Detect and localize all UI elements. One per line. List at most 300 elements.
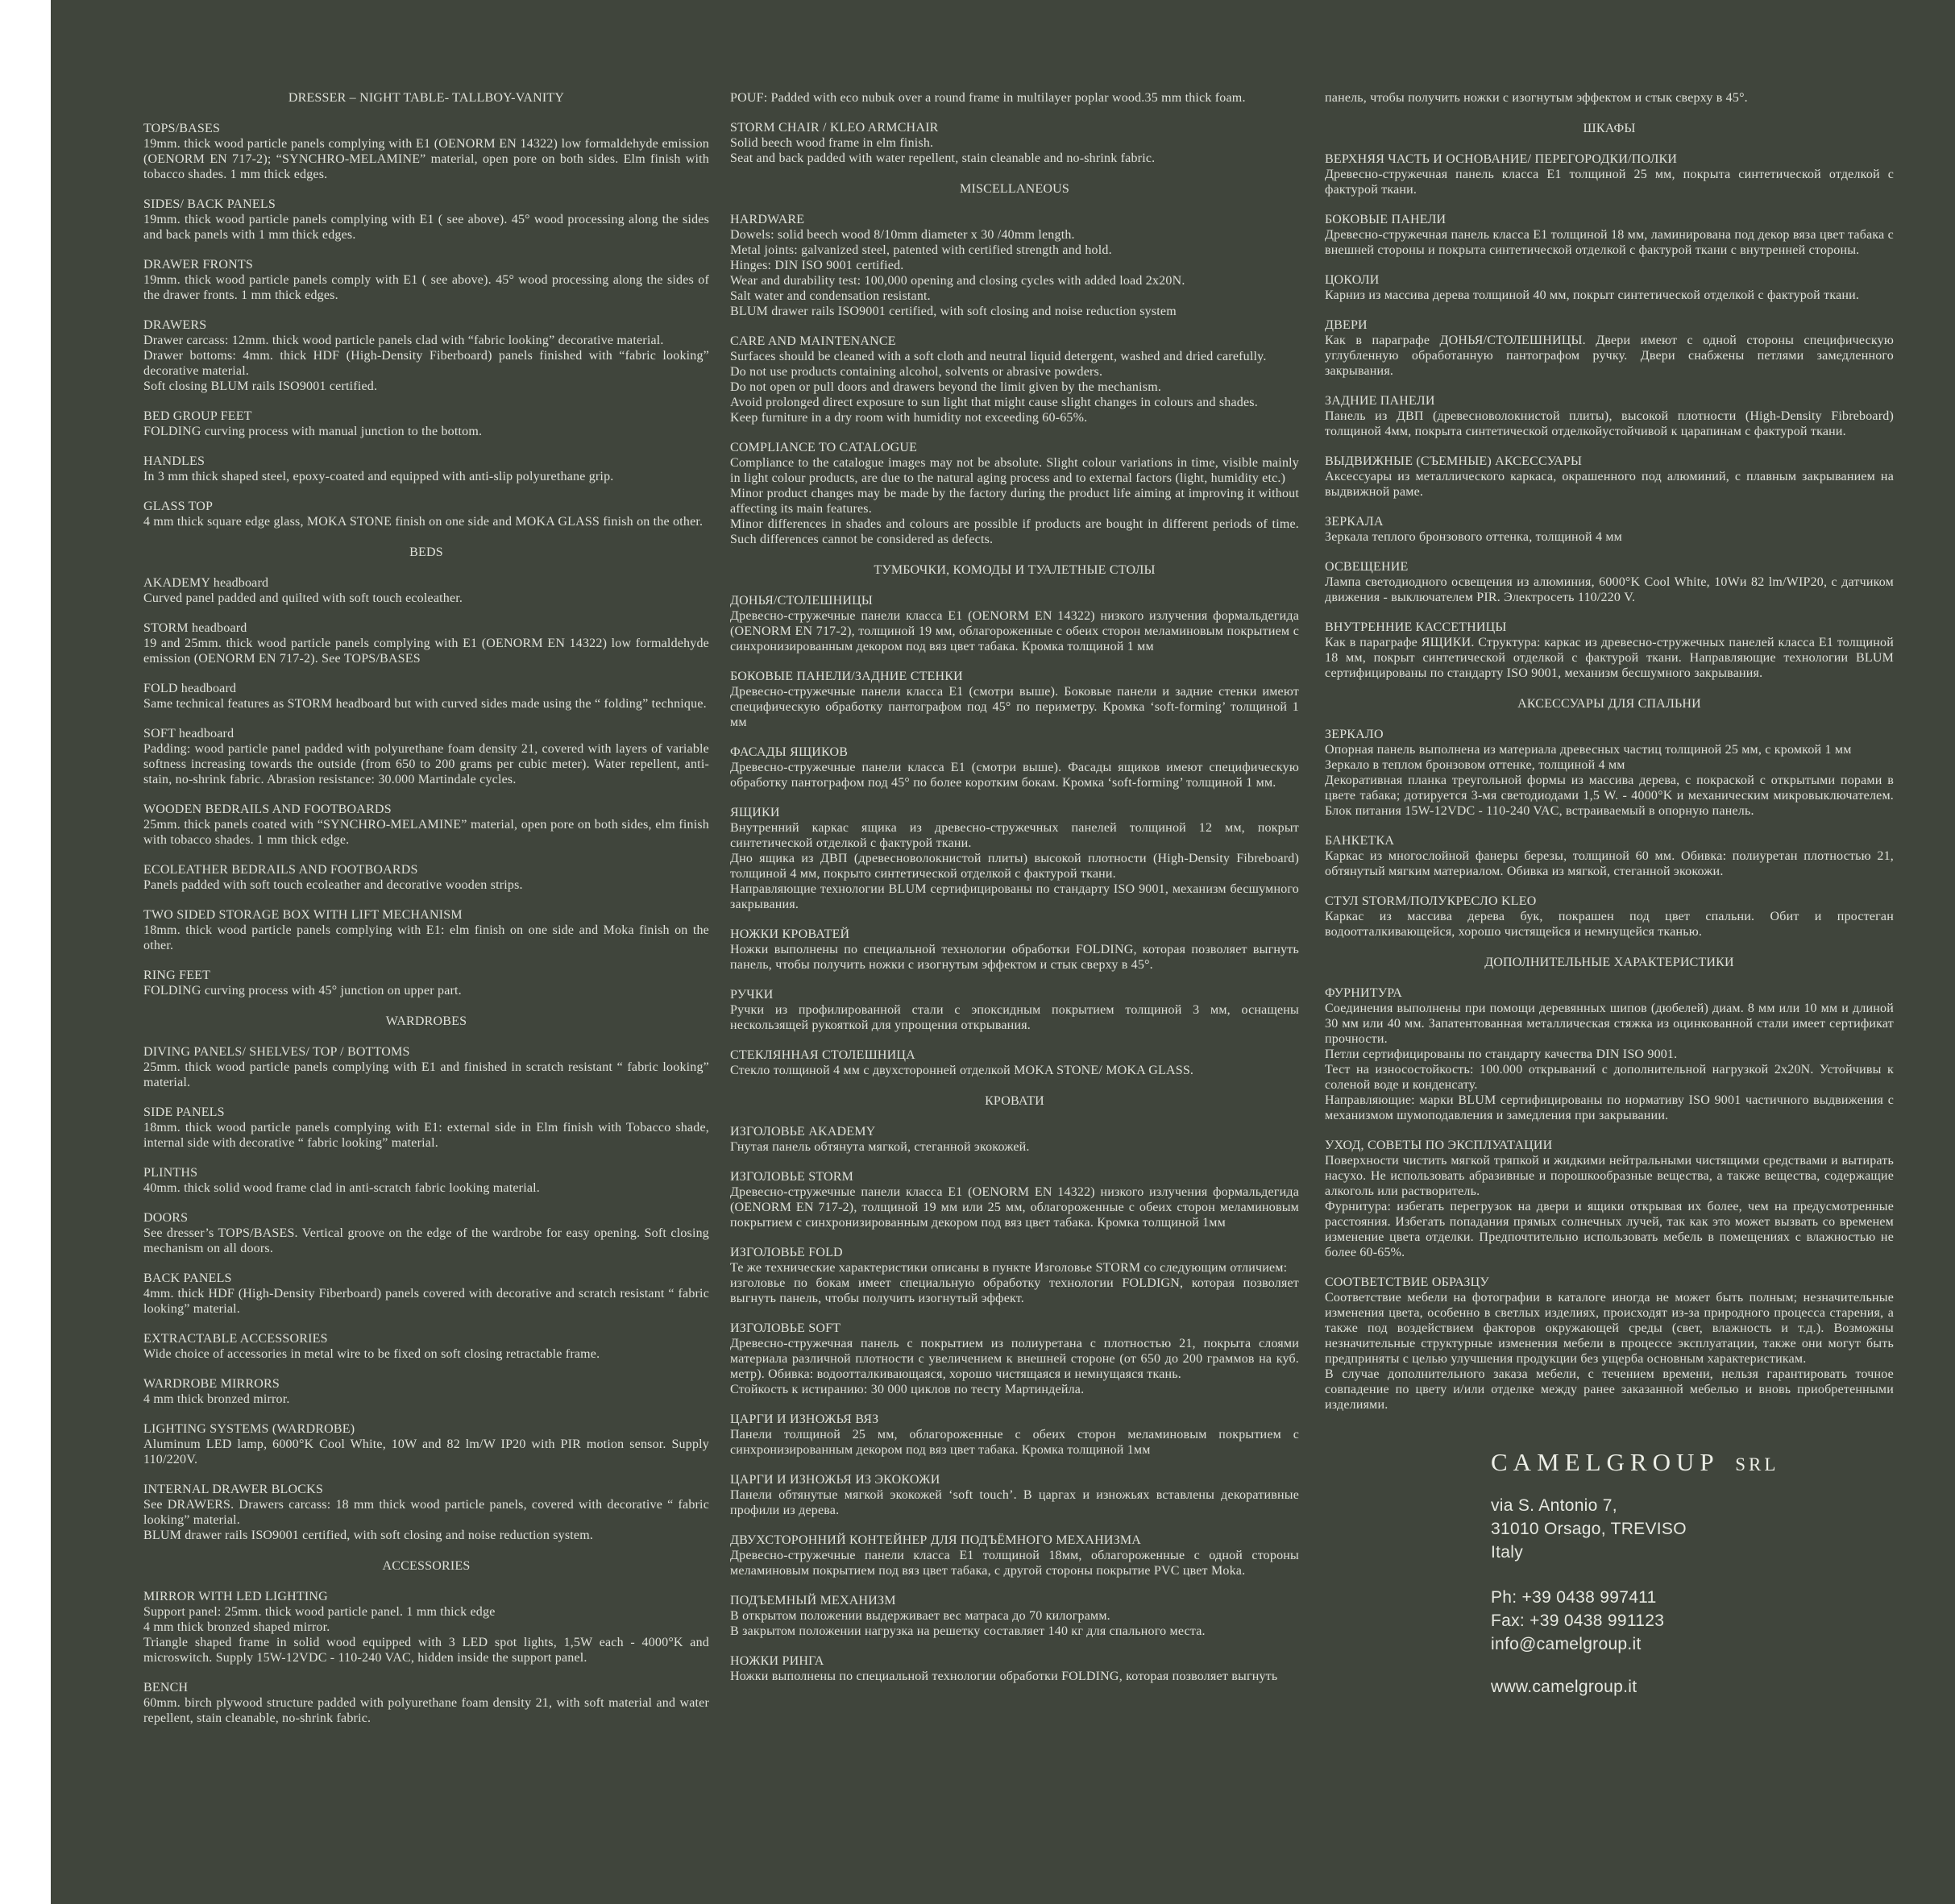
spec-section bbox=[143, 1105, 709, 1151]
spec-section bbox=[730, 745, 1299, 790]
spec-body-line: 4mm. thick HDF (High-Density Fiberboard) panels covered with decorative and scratch resistant “ fabric looking” material. bbox=[143, 1287, 709, 1316]
spec-section-body bbox=[143, 591, 709, 606]
spec-section-title: ОСВЕЩЕНИЕ bbox=[1325, 560, 1409, 574]
spec-body-line: Поверхности чистить мягкой тряпкой и жидкими нейтральными чистящими средствами и вытирать насухо. Не использовать абразивные и порошкообразные вещества, а также вещества, содержащие алкоголь или растворитель. bbox=[1325, 1154, 1894, 1198]
spec-section-body bbox=[1325, 635, 1894, 681]
spec-section-title: ЗАДНИЕ ПАНЕЛИ bbox=[1325, 394, 1435, 408]
spec-section bbox=[143, 862, 709, 893]
spec-section-title: БАНКЕТКА bbox=[1325, 834, 1395, 848]
spec-section bbox=[730, 669, 1299, 730]
spec-section-body bbox=[1325, 1001, 1894, 1123]
spec-section-body bbox=[730, 684, 1299, 730]
spec-section bbox=[730, 1047, 1299, 1078]
spec-body-line: Зеркала теплого бронзового оттенка, толщиной 4 мм bbox=[1325, 530, 1623, 544]
spec-section bbox=[730, 1321, 1299, 1397]
spec-section-title: AKADEMY headboard bbox=[143, 576, 269, 590]
spec-section bbox=[143, 802, 709, 848]
spec-section bbox=[1325, 620, 1894, 681]
spec-section-title: ЯЩИКИ bbox=[730, 806, 780, 819]
spec-section-title: PLINTHS bbox=[143, 1166, 198, 1180]
spec-section-title: ВЫДВИЖНЫЕ (СЪЕМНЫЕ) АКСЕССУАРЫ bbox=[1325, 454, 1583, 468]
spec-body-line: FOLDING curving process with manual junction to the bottom. bbox=[143, 425, 483, 438]
spec-section bbox=[730, 1593, 1299, 1639]
spec-body-line: Аксессуары из металлического каркаса, окрашенного под алюминий, с плавным закрыванием на выдвижной раме. bbox=[1325, 470, 1894, 499]
left-margin-strip bbox=[0, 0, 51, 1904]
spec-section-body bbox=[1325, 1153, 1894, 1260]
spec-section-title: ИЗГОЛОВЬЕ SOFT bbox=[730, 1321, 841, 1335]
company-contact bbox=[1491, 1586, 1894, 1656]
spec-section bbox=[1325, 1138, 1894, 1260]
spec-body-line: Панели толщиной 25 мм, облагороженные с обеих сторон меламиновым покрытием с синхронизированным декором под вяз цвет табака. Кромка толщиной 1мм bbox=[730, 1428, 1299, 1457]
spec-body-line: 4 mm thick bronzed mirror. bbox=[143, 1392, 290, 1406]
spec-body-line: Древесно-стружечные панели класса Е1 (OENORM EN 14322) низкого излучения формальдегида (OENORM EN 717-2), толщиной 19 мм или 25 мм, облагороженные с обеих сторон меламиновым покрытием с синхронизированным декором под вяз цвет табака. Кромка толщиной 1мм bbox=[730, 1185, 1299, 1230]
spec-section bbox=[143, 454, 709, 484]
spec-body-line: Панели обтянутые мягкой экокожей ‘soft touch’. В царгах и изножьях вставлены декоративные профили из дерева. bbox=[730, 1488, 1299, 1517]
spec-body-line: Гнутая панель обтянута мягкой, стеганной экокожей. bbox=[730, 1140, 1030, 1154]
spec-section-body bbox=[730, 1487, 1299, 1518]
spec-section-title: WARDROBE MIRRORS bbox=[143, 1377, 280, 1391]
spec-body-line: 40mm. thick solid wood frame clad in anti-scratch fabric looking material. bbox=[143, 1181, 540, 1195]
paragraph: POUF: Padded with eco nubuk over a round frame in multilayer poplar wood.35 mm thick foam. bbox=[730, 91, 1246, 105]
spec-section-body bbox=[730, 1427, 1299, 1458]
spec-section-body bbox=[730, 135, 1299, 166]
spec-body-line: Ручки из профилированной стали с эпоксидным покрытием толщиной 3 мм, оснащены нескользящей рукояткой для упрощения открывания. bbox=[730, 1003, 1299, 1032]
spec-section bbox=[143, 499, 709, 529]
spec-section-body bbox=[730, 942, 1299, 973]
spec-section-body bbox=[143, 1346, 709, 1362]
spec-body-line: Seat and back padded with water repellent, stain cleanable and no-shrink fabric. bbox=[730, 151, 1156, 165]
spec-section-body bbox=[143, 1604, 709, 1665]
spec-section-title: GLASS TOP bbox=[143, 500, 214, 513]
spec-section bbox=[730, 1124, 1299, 1155]
company-footer bbox=[1491, 1448, 1894, 1696]
spec-section-title: ЗЕРКАЛА bbox=[1325, 515, 1384, 529]
spec-body-line: Padding: wood particle panel padded with polyurethane foam density 21, covered with layers of variable softness increasing towards the outside (from 650 to 200 grams per cubic meter). Water repellent, anti-stain, no-shrink fabric. Abrasion resistance: 30.000 Martindale cycles. bbox=[143, 742, 709, 786]
spec-section-body bbox=[730, 1184, 1299, 1230]
spec-section-body bbox=[143, 983, 709, 998]
spec-section bbox=[1325, 727, 1894, 819]
spec-section bbox=[730, 334, 1299, 425]
spec-body-line: Каркас из многослойной фанеры березы, толщиной 60 мм. Обивка: полиуретан плотностью 21, обтянутый мягким материалом. Обивка из мягкой, стеганной экокожи. bbox=[1325, 849, 1894, 878]
spec-body-line: Опорная панель выполнена из материала древесных частиц толщиной 25 мм, с кромкой 1 мм bbox=[1325, 743, 1852, 757]
spec-section bbox=[730, 987, 1299, 1033]
spec-body-line: Salt water and condensation resistant. bbox=[730, 289, 931, 303]
spec-section-title: БОКОВЫЕ ПАНЕЛИ bbox=[1325, 213, 1447, 226]
address-line: via S. Antonio 7, bbox=[1491, 1496, 1617, 1515]
company-website: www.camelgroup.it bbox=[1491, 1678, 1637, 1696]
spec-section-body bbox=[1325, 167, 1894, 197]
spec-section-title: SOFT headboard bbox=[143, 727, 235, 740]
spec-section bbox=[143, 1165, 709, 1196]
spec-section bbox=[143, 409, 709, 439]
spec-section-body bbox=[143, 1120, 709, 1151]
spec-body-line: Solid beech wood frame in elm finish. bbox=[730, 136, 934, 150]
spec-body-line: Те же технические характеристики описаны в пункте Изголовье STORM со следующим отличием: bbox=[730, 1261, 1288, 1275]
section-heading: ACCESSORIES bbox=[382, 1559, 471, 1573]
spec-section bbox=[1325, 212, 1894, 258]
spec-section-title: РУЧКИ bbox=[730, 988, 774, 1002]
spec-body-line: изголовье по бокам имеет специальную обработку технологии FOLDIGN, которая позволяет выгнуть панель, чтобы получить изогнутый эффект. bbox=[730, 1276, 1299, 1305]
spec-section bbox=[1325, 151, 1894, 197]
spec-body-line: See DRAWERS. Drawers carcass: 18 mm thick wood particle panels, covered with decorative “ fabric looking” material. bbox=[143, 1498, 709, 1527]
spec-section-body bbox=[730, 227, 1299, 319]
spec-section-body bbox=[730, 1608, 1299, 1639]
company-suffix: SRL bbox=[1735, 1454, 1779, 1475]
column-russian-specs bbox=[1325, 90, 1894, 1695]
spec-section-body bbox=[143, 333, 709, 394]
spec-section-title: DRAWER FRONTS bbox=[143, 258, 253, 272]
spec-body-line: Surfaces should be cleaned with a soft cloth and neutral liquid detergent, washed and dried carefully. bbox=[730, 350, 1267, 363]
spec-section-body bbox=[143, 1437, 709, 1467]
spec-body-line: Направляющие: марки BLUM сертифицированы по нормативу ISO 9001 частичного выдвижения с механизмом шумоподавления и замедления при закрывании. bbox=[1325, 1093, 1894, 1122]
section-heading: ШКАФЫ bbox=[1583, 122, 1636, 135]
spec-section-body bbox=[143, 1695, 709, 1726]
spec-section bbox=[730, 1245, 1299, 1306]
spec-section-body bbox=[143, 1286, 709, 1317]
spec-section-title: STORM CHAIR / KLEO ARMCHAIR bbox=[730, 121, 939, 135]
spec-section bbox=[143, 1589, 709, 1665]
spec-section-title: CARE AND MAINTENANCE bbox=[730, 334, 896, 348]
spec-section-title: ПОДЪЕМНЫЙ МЕХАНИЗМ bbox=[730, 1594, 896, 1607]
spec-section bbox=[143, 726, 709, 787]
spec-section-body bbox=[143, 1392, 709, 1407]
spec-body-line: Minor product changes may be made by the factory during the product life aiming at improving it without affecting its main features. bbox=[730, 487, 1299, 516]
spec-section-title: ДВУХСТОРОННИЙ КОНТЕЙНЕР ДЛЯ ПОДЪЁМНОГО МЕХАНИЗМА bbox=[730, 1533, 1142, 1547]
spec-section-body bbox=[143, 136, 709, 182]
spec-section bbox=[730, 593, 1299, 654]
spec-body-line: Panels padded with soft touch ecoleather and decorative wooden strips. bbox=[143, 878, 523, 892]
spec-section-title: STORM headboard bbox=[143, 621, 247, 635]
spec-section bbox=[143, 681, 709, 711]
spec-section bbox=[143, 1376, 709, 1407]
spec-section-body bbox=[143, 877, 709, 893]
spec-section-body bbox=[730, 1548, 1299, 1578]
spec-section-title: EXTRACTABLE ACCESSORIES bbox=[143, 1332, 328, 1346]
spec-section-title: СООТВЕТСТВИЕ ОБРАЗЦУ bbox=[1325, 1276, 1489, 1289]
spec-body-line: Support panel: 25mm. thick wood particle panel. 1 mm thick edge bbox=[143, 1605, 496, 1619]
spec-body-line: Соединения выполнены при помощи деревянных шипов (дюбелей) диам. 8 мм или 10 мм и длиной 30 мм или 40 мм. Запатентованная металлическая стяжка из оцинкованной стали имеет сертификат прочности. bbox=[1325, 1002, 1894, 1046]
spec-body-line: Do not use products containing alcohol, solvents or abrasive powders. bbox=[730, 365, 1103, 379]
spec-section-title: ЦАРГИ И ИЗНОЖЬЯ ИЗ ЭКОКОЖИ bbox=[730, 1473, 940, 1487]
spec-section-body bbox=[1325, 848, 1894, 879]
spec-section bbox=[143, 1482, 709, 1543]
spec-section-title: ДВЕРИ bbox=[1325, 318, 1368, 332]
spec-section-title: ЦОКОЛИ bbox=[1325, 273, 1380, 287]
spec-section-body bbox=[143, 741, 709, 787]
spec-section-title: HARDWARE bbox=[730, 213, 805, 226]
spec-body-line: Metal joints: galvanized steel, patented with certified strength and hold. bbox=[730, 243, 1112, 257]
spec-section bbox=[143, 197, 709, 243]
spec-body-line: Стойкость к истиранию: 30 000 циклов по тесту Мартиндейла. bbox=[730, 1383, 1085, 1396]
spec-section-body bbox=[730, 1063, 1299, 1078]
spec-section-body bbox=[730, 820, 1299, 912]
spec-section-body bbox=[143, 424, 709, 439]
spec-body-line: 18mm. thick wood particle panels complying with E1: external side in Elm finish with Tobacco shade, internal side with decorative “ fabric looking” material. bbox=[143, 1121, 709, 1150]
spec-section-body bbox=[143, 696, 709, 711]
spec-section-title: ЗЕРКАЛО bbox=[1325, 728, 1384, 741]
spec-body-line: Drawer bottoms: 4mm. thick HDF (High-Density Fiberboard) panels finished with “fabric looking” decorative material. bbox=[143, 349, 709, 378]
spec-section bbox=[143, 257, 709, 303]
spec-section-body bbox=[730, 1260, 1299, 1306]
spec-section bbox=[143, 1210, 709, 1256]
spec-body-line: 25mm. thick wood particle panels complying with E1 and finished in scratch resistant “ fabric looking” material. bbox=[143, 1060, 709, 1089]
spec-section bbox=[143, 1421, 709, 1467]
spec-body-line: 19mm. thick wood particle panels complying with E1 ( see above). 45° wood processing along the sides and back panels with 1 mm thick edges. bbox=[143, 213, 709, 242]
section-heading: ТУМБОЧКИ, КОМОДЫ И ТУАЛЕТНЫЕ СТОЛЫ bbox=[874, 563, 1156, 577]
section-heading: BEDS bbox=[409, 545, 443, 559]
spec-section-body bbox=[143, 1226, 709, 1256]
spec-section bbox=[730, 1653, 1299, 1684]
spec-body-line: Древесно-стружечные панели класса Е1 (смотри выше). Фасады ящиков имеют специфическую обработку пантографом под 45° по более коротким бокам. Кромка ‘soft-forming’ толщиной 1 мм. bbox=[730, 761, 1299, 790]
address-line: 31010 Orsago, TREVISO bbox=[1491, 1520, 1687, 1538]
spec-body-line: Древесно-стружечные панели класса Е1 (смотри выше). Боковые панели и задние стенки имеют специфическую обработку пантографом под 45° по периметру. Кромка ‘soft-forming’ толщиной 1 мм bbox=[730, 685, 1299, 729]
spec-section-title: SIDES/ BACK PANELS bbox=[143, 197, 276, 211]
spec-section-title: СТУЛ STORM/ПОЛУКРЕСЛО KLEO bbox=[1325, 894, 1537, 908]
spec-section bbox=[143, 1331, 709, 1362]
spec-body-line: Направляющие технологии BLUM сертифицированы по стандарту ISO 9001, механизм бесшумного закрывания. bbox=[730, 882, 1299, 911]
spec-section-title: ВНУТРЕННИЕ КАССЕТНИЦЫ bbox=[1325, 620, 1507, 634]
spec-section bbox=[143, 575, 709, 606]
spec-section bbox=[730, 1533, 1299, 1578]
spec-section-title: SIDE PANELS bbox=[143, 1105, 225, 1119]
spec-body-line: Зеркало в теплом бронзовом оттенке, толщиной 4 мм bbox=[1325, 758, 1625, 772]
spec-section bbox=[143, 1271, 709, 1317]
spec-body-line: Древесно-стружечная панель с покрытием из полиуретана с плотностью 21, покрыта слоями материала различной плотности с увеличением к внешней стороне (от 650 до 200 граммов на куб. метр). Обивка: водоотталкивающаяся, хорошо чистящаяся и немнущаяся ткань. bbox=[730, 1337, 1299, 1381]
spec-body-line: Древесно-стружечные панели класса Е1 (OENORM EN 14322) низкого излучения формальдегида (OENORM EN 717-2), толщиной 19 мм, облагороженные с обеих сторон меламиновым покрытием с синхронизированным декором под вяз цвет табака. Кромка толщиной 1 мм bbox=[730, 609, 1299, 653]
spec-section-body bbox=[143, 272, 709, 303]
spec-section-body bbox=[730, 760, 1299, 790]
spec-section-title: WOODEN BEDRAILS AND FOOTBOARDS bbox=[143, 803, 392, 816]
spec-section bbox=[730, 212, 1299, 319]
spec-section bbox=[1325, 514, 1894, 545]
spec-section-body bbox=[143, 469, 709, 484]
spec-section-title: BACK PANELS bbox=[143, 1271, 232, 1285]
spec-body-line: Dowels: solid beech wood 8/10mm diameter x 30 /40mm length. bbox=[730, 228, 1075, 242]
spec-section-body bbox=[143, 1497, 709, 1543]
spec-section-body bbox=[1325, 409, 1894, 439]
spec-section-body bbox=[1325, 575, 1894, 605]
spec-section-body bbox=[143, 514, 709, 529]
spec-body-line: Ножки выполнены по специальной технологии обработки FOLDING, которая позволяет выгнуть bbox=[730, 1670, 1278, 1683]
spec-body-line: 19 and 25mm. thick wood particle panels complying with E1 (OENORM EN 14322) low formaldehyde emission (OENORM EN 717-2). See TOPS/BASES bbox=[143, 637, 709, 666]
spec-section-title: RING FEET bbox=[143, 969, 211, 982]
spec-body-line: Каркас из массива дерева бук, покрашен под цвет спальни. Обит и простеган водоотталкивающейся, хорошо чистящейся и немнущейся тканью. bbox=[1325, 910, 1894, 939]
spec-section bbox=[730, 927, 1299, 973]
spec-section bbox=[1325, 1275, 1894, 1412]
spec-section-title: ИЗГОЛОВЬЕ AKADEMY bbox=[730, 1125, 876, 1139]
section-heading: MISCELLANEOUS bbox=[960, 182, 1069, 196]
section-heading: ДОПОЛНИТЕЛЬНЫЕ ХАРАКТЕРИСТИКИ bbox=[1484, 956, 1734, 969]
spec-section bbox=[1325, 985, 1894, 1123]
spec-section-body bbox=[143, 1180, 709, 1196]
spec-body-line: 4 mm thick square edge glass, MOKA STONE finish on one side and MOKA GLASS finish on the other. bbox=[143, 515, 704, 529]
contact-line: Fax: +39 0438 991123 bbox=[1491, 1612, 1665, 1630]
spec-section bbox=[1325, 833, 1894, 879]
spec-body-line: Фурнитура: избегать перегрузок на двери и ящики открывая их более, чем на предусмотренные расстояния. Избегать попадания прямых солнечных лучей, так как это может вызвать со временем изменение цвета отделки. Предпочтительно использовать мебель в помещениях с влажностью не более 60-65%. bbox=[1325, 1200, 1894, 1259]
spec-section-title: ЦАРГИ И ИЗНОЖЬЯ ВЯЗ bbox=[730, 1412, 879, 1426]
spec-section-body bbox=[1325, 909, 1894, 940]
spec-section-title: СТЕКЛЯННАЯ СТОЛЕШНИЦА bbox=[730, 1048, 915, 1062]
section-heading: АКСЕССУАРЫ ДЛЯ СПАЛЬНИ bbox=[1517, 697, 1701, 711]
spec-body-line: Wear and durability test: 100,000 opening and closing cycles with added load 2x20N. bbox=[730, 274, 1185, 288]
spec-section-body bbox=[1325, 288, 1894, 303]
spec-body-line: BLUM drawer rails ISO9001 certified, with soft closing and noise reduction system. bbox=[143, 1529, 594, 1542]
spec-section-title: LIGHTING SYSTEMS (WARDROBE) bbox=[143, 1422, 355, 1436]
spec-section-title: ИЗГОЛОВЬЕ FOLD bbox=[730, 1246, 843, 1259]
spec-section bbox=[1325, 393, 1894, 439]
spec-body-line: Ножки выполнены по специальной технологии обработки FOLDING, которая позволяет выгнуть панель, чтобы получить ножки с изогнутым эффектом и стык сверху в 45°. bbox=[730, 943, 1299, 972]
spec-body-line: Same technical features as STORM headboard but with curved sides made using the “ folding” technique. bbox=[143, 697, 707, 711]
spec-section-title: INTERNAL DRAWER BLOCKS bbox=[143, 1483, 323, 1496]
spec-section bbox=[143, 121, 709, 182]
spec-body-line: 25mm. thick panels coated with “SYNCHRO-MELAMINE” material, open pore on both sides, elm finish with tobacco shades. 1 mm thick edge. bbox=[143, 818, 709, 847]
company-name-text: CAMELGROUP bbox=[1491, 1448, 1719, 1476]
spec-section-title: НОЖКИ РИНГА bbox=[730, 1654, 824, 1668]
spec-section-title: ECOLEATHER BEDRAILS AND FOOTBOARDS bbox=[143, 863, 418, 877]
paragraph: панель, чтобы получить ножки с изогнутым эффектом и стык сверху в 45°. bbox=[1325, 91, 1748, 105]
spec-section-body bbox=[143, 1060, 709, 1090]
spec-section-title: BED GROUP FEET bbox=[143, 409, 252, 423]
spec-body-line: 60mm. birch plywood structure padded with polyurethane foam density 21, with soft material and water repellent, stain cleanable, no-shrink fabric. bbox=[143, 1696, 709, 1725]
spec-body-line: Карниз из массива дерева толщиной 40 мм, покрыт синтетической отделкой с фактурой ткани. bbox=[1325, 288, 1860, 302]
spec-section-title: BENCH bbox=[143, 1681, 189, 1695]
spec-body-line: Minor differences in shades and colours are possible if products are bought in different periods of time. Such differences cannot be considered as defects. bbox=[730, 517, 1299, 546]
spec-body-line: Triangle shaped frame in solid wood equipped with 3 LED spot lights, 1,5W each - 4000°K and microswitch. Supply 15W-12VDC - 110-240 VAC, hidden inside the support panel. bbox=[143, 1636, 709, 1665]
spec-body-line: Hinges: DIN ISO 9001 certified. bbox=[730, 259, 904, 272]
spec-section bbox=[143, 968, 709, 998]
spec-section-title: TWO SIDED STORAGE BOX WITH LIFT MECHANISM bbox=[143, 908, 463, 922]
spec-body-line: Панель из ДВП (древесноволокнистой плиты), высокой плотности (High-Density Fibreboard) толщиной 4мм, покрыта синтетической отделкойустойчивой к царапинам с фактурой ткани. bbox=[1325, 409, 1894, 438]
section-heading: WARDROBES bbox=[385, 1014, 467, 1028]
spec-section bbox=[143, 317, 709, 394]
spec-body-line: Дно ящика из ДВП (древесноволокнистой плиты) высокой плотности (High-Density Fibreboard) толщиной 4 мм, покрыто синтетической отделкой с фактурой ткани. bbox=[730, 852, 1299, 881]
spec-section bbox=[730, 120, 1299, 166]
spec-section bbox=[1325, 317, 1894, 379]
spec-section bbox=[730, 440, 1299, 547]
spec-section-title: COMPLIANCE TO CATALOGUE bbox=[730, 441, 918, 454]
spec-section-body bbox=[1325, 1290, 1894, 1412]
spec-body-line: Curved panel padded and quilted with soft touch ecoleather. bbox=[143, 591, 463, 605]
spec-section-title: HANDLES bbox=[143, 454, 205, 468]
spec-body-line: В открытом положении выдерживает вес матраса до 70 килограмм. bbox=[730, 1609, 1110, 1623]
spec-section-body bbox=[1325, 333, 1894, 379]
spec-section bbox=[1325, 454, 1894, 500]
section-heading: КРОВАТИ bbox=[985, 1094, 1044, 1108]
address-line: Italy bbox=[1491, 1543, 1524, 1562]
spec-section-title: ФУРНИТУРА bbox=[1325, 986, 1403, 1000]
spec-section bbox=[730, 1472, 1299, 1518]
spec-section bbox=[143, 620, 709, 666]
spec-body-line: Древесно-стружечная панель класса Е1 толщиной 25 мм, покрыта синтетической отделкой с фактурой ткани. bbox=[1325, 168, 1894, 197]
spec-section bbox=[143, 1044, 709, 1090]
spec-body-line: 18mm. thick wood particle panels complying with E1: elm finish on one side and Moka finish on the other. bbox=[143, 923, 709, 952]
spec-section bbox=[730, 805, 1299, 912]
spec-section-body bbox=[143, 923, 709, 953]
spec-section-body bbox=[730, 1336, 1299, 1397]
spec-section bbox=[143, 907, 709, 953]
spec-body-line: Keep furniture in a dry room with humidity not exceeding 60-65%. bbox=[730, 411, 1088, 425]
spec-body-line: Лампа светодиодного освещения из алюминия, 6000°K Cool White, 10Wи 82 lm/WIP20, с датчиком движения - выключателем PIR. Электросеть 110/220 V. bbox=[1325, 575, 1894, 604]
spec-body-line: See dresser’s TOPS/BASES. Vertical groove on the edge of the wardrobe for easy opening. Soft closing mechanism on all doors. bbox=[143, 1226, 709, 1255]
spec-section-title: ФАСАДЫ ЯЩИКОВ bbox=[730, 745, 849, 759]
column-english-specs bbox=[143, 90, 709, 1740]
spec-body-line: FOLDING curving process with 45° junction on upper part. bbox=[143, 984, 462, 998]
spec-body-line: Древесно-стружечная панель класса Е1 толщиной 18 мм, ламинирована под декор вяза цвет табака с внешней стороны и покрыта синтетической отделкой с фактурой ткани с внутренней стороны. bbox=[1325, 228, 1894, 257]
spec-section-body bbox=[1325, 227, 1894, 258]
spec-body-line: Drawer carcass: 12mm. thick wood particle panels clad with “fabric looking” decorative material. bbox=[143, 334, 664, 347]
spec-section-title: УХОД, СОВЕТЫ ПО ЭКСПЛУАТАЦИИ bbox=[1325, 1139, 1553, 1152]
spec-body-line: 19mm. thick wood particle panels complying with E1 (OENORM EN 14322) low formaldehyde emission (OENORM EN 717-2); “SYNCHRO-MELAMINE” material, open pore on both sides. Elm finish with tobacco shades. 1 mm thick edges. bbox=[143, 137, 709, 181]
spec-section bbox=[143, 1680, 709, 1726]
spec-body-line: Avoid prolonged direct exposure to sun light that might cause slight changes in colours and shades. bbox=[730, 396, 1258, 409]
spec-section-body bbox=[1325, 469, 1894, 500]
spec-section-body bbox=[143, 817, 709, 848]
spec-section-body bbox=[730, 455, 1299, 547]
spec-section bbox=[1325, 272, 1894, 303]
spec-body-line: Соответствие мебели на фотографии в каталоге иногда не может быть полным; незначительные изменения цвета, особенно в светлых изделиях, происходят из-за природного процесса старения, а также под воздействием факторов окружающей среды (свет, влажность и т.д.). Возможны незначительные структурные изменения мебели в процессе эксплуатации, также они могут быть предприняты с целью улучшения продукции без ущерба основным характеристикам. bbox=[1325, 1291, 1894, 1366]
spec-body-line: Внутренний каркас ящика из древесно-стружечных панелей толщиной 12 мм, покрыт синтетической отделкой с фактурой ткани. bbox=[730, 821, 1299, 850]
spec-body-line: Петли сертифицированы по стандарту качества DIN ISO 9001. bbox=[1325, 1047, 1678, 1061]
spec-section-title: ДОНЬЯ/СТОЛЕШНИЦЫ bbox=[730, 594, 874, 608]
spec-section-title: FOLD headboard bbox=[143, 682, 237, 695]
spec-body-line: Compliance to the catalogue images may not be absolute. Slight colour variations in time, visible mainly in light colour products, are due to the natural aging process and to external factors (light, humidity etc.) bbox=[730, 456, 1299, 485]
spec-section-body bbox=[1325, 742, 1894, 819]
spec-section-title: НОЖКИ КРОВАТЕЙ bbox=[730, 927, 850, 941]
spec-section bbox=[1325, 894, 1894, 940]
spec-section-title: TOPS/BASES bbox=[143, 122, 221, 135]
spec-section-title: ИЗГОЛОВЬЕ STORM bbox=[730, 1170, 854, 1184]
spec-body-line: Стекло толщиной 4 мм с двухсторонней отделкой MOKA STONE/ MOKA GLASS. bbox=[730, 1064, 1194, 1077]
spec-body-line: Тест на износостойкость: 100.000 открываний с дополнительной нагрузкой 2x20N. Устойчивы к соленой воде и конденсату. bbox=[1325, 1063, 1894, 1092]
spec-section-title: MIRROR WITH LED LIGHTING bbox=[143, 1590, 328, 1603]
company-name bbox=[1491, 1448, 1894, 1476]
spec-section-title: DRAWERS bbox=[143, 318, 207, 332]
company-address bbox=[1491, 1494, 1894, 1564]
spec-body-line: Как в параграфе ДОНЬЯ/СТОЛЕШНИЦЫ. Двери имеют с одной стороны специфическую углубленную обработанную пантографом ручку. Двери снабжены петлями замедленного закрывания. bbox=[1325, 334, 1894, 378]
spec-section bbox=[1325, 559, 1894, 605]
spec-section-body bbox=[1325, 529, 1894, 545]
spec-section-title: DIVING PANELS/ SHELVES/ TOP / BOTTOMS bbox=[143, 1045, 410, 1059]
spec-body-line: Soft closing BLUM rails ISO9001 certified. bbox=[143, 380, 378, 393]
spec-body-line: 19mm. thick wood particle panels comply with E1 ( see above). 45° wood processing along the sides of the drawer fronts. 1 mm thick edges. bbox=[143, 273, 709, 302]
spec-body-line: В случае дополнительного заказа мебели, с течением времени, нельзя гарантировать точное совпадение по цвету и/или отделке между ранее заказанной мебелью и вновь приобретенными изделиями. bbox=[1325, 1367, 1894, 1412]
section-heading: DRESSER – NIGHT TABLE- TALLBOY-VANITY bbox=[288, 91, 565, 105]
spec-body-line: Древесно-стружечные панели класса Е1 толщиной 18мм, облагороженные с одной стороны меламиновым покрытием под вяз цвет табака, с другой стороны покрытие PVC цвет Moka. bbox=[730, 1549, 1299, 1578]
spec-section-body bbox=[730, 1669, 1299, 1684]
spec-section-body bbox=[143, 212, 709, 243]
spec-section-body bbox=[730, 608, 1299, 654]
spec-section-title: DOORS bbox=[143, 1211, 189, 1225]
column-english-misc-russian-specs bbox=[730, 90, 1299, 1699]
spec-body-line: Как в параграфе ЯЩИКИ. Структура: каркас из древесно-стружечных панелей класса Е1 толщиной 18 мм, покрыт синтетической отделкой с фактурой ткани. Направляющие технологии BLUM сертифицированы по стандарту ISO 9001, механизм бесшумного закрывания. bbox=[1325, 636, 1894, 680]
spec-body-line: Do not open or pull doors and drawers beyond the limit given by the mechanism. bbox=[730, 380, 1162, 394]
contact-line: Ph: +39 0438 997411 bbox=[1491, 1588, 1657, 1607]
contact-line: info@camelgroup.it bbox=[1491, 1635, 1642, 1653]
spec-section bbox=[730, 1169, 1299, 1230]
spec-body-line: BLUM drawer rails ISO9001 certified, with soft closing and noise reduction system bbox=[730, 305, 1177, 318]
spec-body-line: 4 mm thick bronzed shaped mirror. bbox=[143, 1620, 330, 1634]
spec-body-line: В закрытом положении нагрузка на решетку составляет 140 кг для спального места. bbox=[730, 1624, 1206, 1638]
spec-section-title: ВЕРХНЯЯ ЧАСТЬ И ОСНОВАНИЕ/ ПЕРЕГОРОДКИ/ПОЛКИ bbox=[1325, 152, 1678, 166]
spec-body-line: Wide choice of accessories in metal wire to be fixed on soft closing retractable frame. bbox=[143, 1347, 600, 1361]
spec-section-body bbox=[730, 349, 1299, 425]
spec-body-line: Aluminum LED lamp, 6000°K Cool White, 10W and 82 lm/W IP20 with PIR motion sensor. Supply 110/220V. bbox=[143, 1437, 709, 1466]
spec-body-line: In 3 mm thick shaped steel, epoxy-coated and equipped with anti-slip polyurethane grip. bbox=[143, 470, 614, 483]
spec-section-body bbox=[730, 1139, 1299, 1155]
spec-section-body bbox=[730, 1002, 1299, 1033]
spec-section bbox=[730, 1412, 1299, 1458]
spec-section-body bbox=[143, 636, 709, 666]
